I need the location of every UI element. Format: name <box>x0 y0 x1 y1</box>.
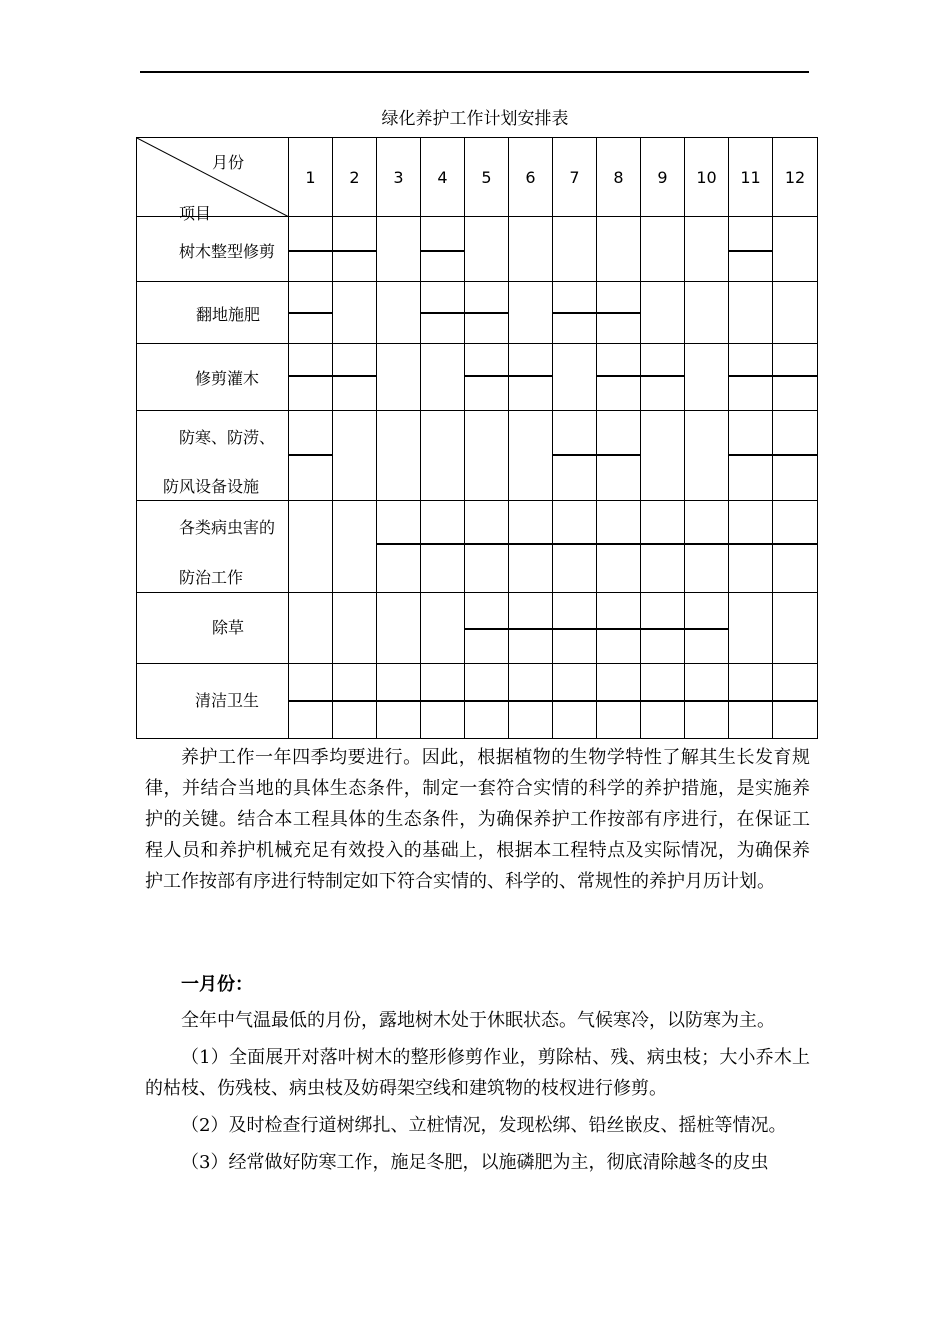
table-row <box>137 501 818 593</box>
schedule-bar <box>772 700 818 702</box>
month-cell <box>377 217 421 282</box>
month-cell <box>685 501 729 593</box>
schedule-bar <box>464 375 509 377</box>
month-cell <box>421 664 465 739</box>
row-label: 修剪灌木 <box>195 369 260 388</box>
schedule-bar <box>552 700 597 702</box>
month-header: 12 <box>773 138 818 217</box>
month-header: 1 <box>289 138 333 217</box>
schedule-bar <box>508 543 553 545</box>
month-cell <box>641 344 685 411</box>
month-header-label: 月份 <box>212 153 245 172</box>
table-row <box>137 282 818 344</box>
schedule-bar <box>640 543 685 545</box>
schedule-bar <box>640 628 685 630</box>
schedule-bar <box>552 543 597 545</box>
month-cell <box>553 593 597 664</box>
row-label-cell <box>137 282 289 344</box>
month-cell <box>333 282 377 344</box>
schedule-bar <box>464 700 509 702</box>
month-header: 8 <box>597 138 641 217</box>
month-cell <box>641 282 685 344</box>
month-cell <box>597 664 641 739</box>
paragraph-text: 全年中气温最低的月份，露地树木处于休眠状态。气候寒冷，以防寒为主。 <box>181 1010 775 1031</box>
month-cell <box>421 282 465 344</box>
schedule-bar <box>684 543 729 545</box>
row-label: 清洁卫生 <box>195 691 260 710</box>
schedule-bar <box>420 543 465 545</box>
month-cell <box>597 282 641 344</box>
month-cell <box>421 501 465 593</box>
month-cell <box>553 282 597 344</box>
month-cell <box>685 593 729 664</box>
row-label: 树木整型修剪 <box>179 242 276 261</box>
row-label-line: 防风设备设施 <box>163 477 260 496</box>
month-cell <box>685 411 729 501</box>
schedule-bar <box>376 543 421 545</box>
month-header: 5 <box>465 138 509 217</box>
schedule-bar <box>728 250 773 252</box>
month-cell <box>509 501 553 593</box>
schedule-bar <box>420 312 465 314</box>
month-cell <box>597 501 641 593</box>
row-label-cell <box>137 664 289 739</box>
month-cell <box>685 217 729 282</box>
schedule-bar <box>332 250 377 252</box>
schedule-bar <box>684 700 729 702</box>
month-cell <box>509 593 553 664</box>
schedule-bar <box>684 628 729 630</box>
month-header: 9 <box>641 138 685 217</box>
schedule-bar <box>508 700 553 702</box>
month-cell <box>377 593 421 664</box>
month-cell <box>773 501 818 593</box>
month-cell <box>377 501 421 593</box>
paragraph-text: 养护工作一年四季均要进行。因此，根据植物的生物学特性了解其生长发育规律，并结合当地的具体生态条件，制定一套符合实情的科学的养护措施，是实施养护的关键。结合本工程具体的生态条件，为确保养护工作按部有序进行，在保证工程人员和养护机械充足有效投入的基础上，根据本工程特点及实际情况，为确保养护工作按部有序进行特制定如下符合实情的、科学的、常规性的养护月历计划。 <box>145 747 810 892</box>
month-cell <box>465 344 509 411</box>
schedule-bar <box>596 454 641 456</box>
table-row <box>137 593 818 664</box>
schedule-bar <box>640 700 685 702</box>
schedule-bar <box>420 700 465 702</box>
month-cell <box>773 664 818 739</box>
month-cell <box>333 664 377 739</box>
month-header: 3 <box>377 138 421 217</box>
month-cell <box>729 501 773 593</box>
table-row <box>137 217 818 282</box>
month-cell <box>509 282 553 344</box>
schedule-bar <box>596 628 641 630</box>
schedule-bar <box>728 375 773 377</box>
schedule-bar <box>772 375 818 377</box>
month-cell <box>597 593 641 664</box>
month-cell <box>421 344 465 411</box>
month-cell <box>465 593 509 664</box>
schedule-bar <box>640 375 685 377</box>
header-rule <box>140 71 809 73</box>
schedule-bar <box>420 250 465 252</box>
month-cell <box>289 344 333 411</box>
month-cell <box>773 282 818 344</box>
month-cell <box>421 411 465 501</box>
schedule-bar <box>772 543 818 545</box>
month-cell <box>289 282 333 344</box>
month-cell <box>377 664 421 739</box>
month-cell <box>553 664 597 739</box>
row-label: 除草 <box>212 618 245 637</box>
month-cell <box>377 411 421 501</box>
schedule-bar <box>464 543 509 545</box>
month-cell <box>289 411 333 501</box>
diagonal-header-cell <box>137 138 289 223</box>
month-cell <box>465 664 509 739</box>
schedule-bar <box>508 375 553 377</box>
item-header-label: 项目 <box>179 204 212 223</box>
month-cell <box>641 664 685 739</box>
schedule-bar <box>464 312 509 314</box>
schedule-bar <box>728 700 773 702</box>
row-label-cell <box>137 344 289 411</box>
month-cell <box>729 217 773 282</box>
header-row <box>137 138 818 217</box>
row-label: 翻地施肥 <box>196 305 261 324</box>
month-cell <box>773 411 818 501</box>
month-cell <box>509 664 553 739</box>
month-cell <box>641 593 685 664</box>
month-cell <box>553 411 597 501</box>
schedule-bar <box>376 700 421 702</box>
month-cell <box>465 217 509 282</box>
month-cell <box>553 344 597 411</box>
month-cell <box>421 593 465 664</box>
month-cell <box>289 217 333 282</box>
month-cell <box>333 501 377 593</box>
month-cell <box>421 217 465 282</box>
row-label-line: 各类病虫害的 <box>179 518 276 537</box>
schedule-bar <box>728 454 773 456</box>
row-label-cell <box>137 217 289 282</box>
schedule-bar <box>596 700 641 702</box>
schedule-bar <box>288 312 333 314</box>
month-header: 2 <box>333 138 377 217</box>
month-cell <box>729 344 773 411</box>
schedule-bar <box>728 543 773 545</box>
month-cell <box>641 217 685 282</box>
january-content <box>145 1005 810 1178</box>
intro-paragraph <box>145 742 810 897</box>
month-cell <box>729 664 773 739</box>
month-cell <box>289 593 333 664</box>
schedule-bar <box>552 312 597 314</box>
month-cell <box>597 344 641 411</box>
month-cell <box>685 282 729 344</box>
schedule-bar <box>508 628 553 630</box>
schedule-bar <box>596 543 641 545</box>
row-label-cell <box>137 501 289 593</box>
month-cell <box>773 593 818 664</box>
month-cell <box>509 217 553 282</box>
month-cell <box>729 411 773 501</box>
schedule-bar <box>596 375 641 377</box>
table-row <box>137 664 818 739</box>
month-cell <box>377 344 421 411</box>
list-item: （3）经常做好防寒工作，施足冬肥，以施磷肥为主，彻底清除越冬的皮虫 <box>181 1152 769 1173</box>
month-cell <box>333 344 377 411</box>
table-row <box>137 344 818 411</box>
month-cell <box>597 217 641 282</box>
month-cell <box>553 217 597 282</box>
row-label-cell <box>137 411 289 501</box>
table-row <box>137 411 818 501</box>
month-cell <box>289 664 333 739</box>
month-cell <box>377 282 421 344</box>
month-header: 7 <box>553 138 597 217</box>
schedule-bar <box>288 250 333 252</box>
month-cell <box>333 593 377 664</box>
month-cell <box>597 411 641 501</box>
month-cell <box>509 344 553 411</box>
row-label-cell <box>137 593 289 664</box>
row-label-line: 防治工作 <box>179 568 244 587</box>
schedule-bar <box>772 454 818 456</box>
schedule-bar <box>332 375 377 377</box>
month-cell <box>465 282 509 344</box>
month-header: 6 <box>509 138 553 217</box>
schedule-bar <box>552 454 597 456</box>
month-cell <box>729 593 773 664</box>
month-cell <box>685 664 729 739</box>
month-cell <box>509 411 553 501</box>
section-heading-january: 一月份： <box>181 974 253 995</box>
month-header: 4 <box>421 138 465 217</box>
list-item: （2）及时检查行道树绑扎、立桩情况，发现松绑、铅丝嵌皮、摇桩等情况。 <box>181 1115 787 1136</box>
month-header: 11 <box>729 138 773 217</box>
month-cell <box>641 501 685 593</box>
table-title: 绿化养护工作计划安排表 <box>381 109 569 129</box>
month-cell <box>773 217 818 282</box>
month-cell <box>333 411 377 501</box>
month-cell <box>289 501 333 593</box>
schedule-bar <box>552 628 597 630</box>
row-label-line: 防寒、防涝、 <box>179 428 276 447</box>
month-cell <box>729 282 773 344</box>
schedule-bar <box>288 700 333 702</box>
month-cell <box>641 411 685 501</box>
list-item: （1）全面展开对落叶树木的整形修剪作业，剪除枯、残、病虫枝；大小乔木上的枯枝、伤残枝、病虫枝及妨碍架空线和建筑物的枝杈进行修剪。 <box>145 1047 810 1099</box>
month-cell <box>685 344 729 411</box>
month-cell <box>553 501 597 593</box>
month-cell <box>333 217 377 282</box>
schedule-bar <box>288 375 333 377</box>
schedule-bar <box>332 700 377 702</box>
month-cell <box>773 344 818 411</box>
care-schedule-table <box>136 137 818 739</box>
month-cell <box>465 501 509 593</box>
schedule-bar <box>464 628 509 630</box>
month-cell <box>465 411 509 501</box>
schedule-bar <box>596 312 641 314</box>
schedule-bar <box>288 454 333 456</box>
month-header: 10 <box>685 138 729 217</box>
